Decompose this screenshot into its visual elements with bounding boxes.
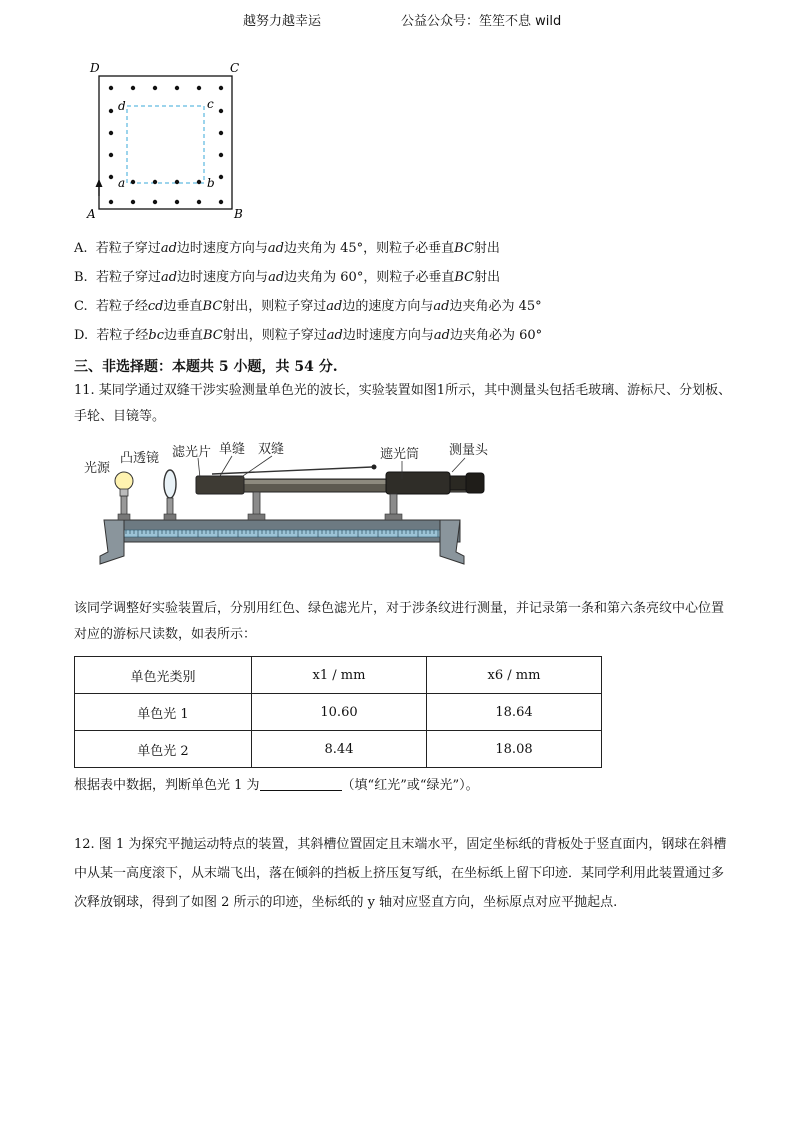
field-dot (153, 200, 157, 204)
field-dot (219, 86, 223, 90)
field-dot (197, 200, 201, 204)
answer-blank[interactable] (260, 776, 342, 791)
field-dot (219, 109, 223, 113)
header-left: 越努力越幸运 (243, 14, 322, 29)
dial-rod (212, 467, 372, 474)
measurement-table (74, 656, 602, 768)
table-header-cell: x1 / mm (252, 657, 427, 694)
field-dot (197, 86, 201, 90)
option-b[interactable]: B. 若粒子穿过ad边时速度方向与ad边夹角为 60°，则粒子必垂直BC射出 (74, 270, 501, 285)
field-dot (131, 86, 135, 90)
option-a[interactable]: A. 若粒子穿过ad边时速度方向与ad边夹角为 45°，则粒子必垂直BC射出 (74, 241, 500, 256)
field-dot (175, 180, 179, 184)
magnetic-field-figure (80, 56, 250, 224)
field-dot (219, 153, 223, 157)
field-dot (197, 180, 201, 184)
field-dot (109, 175, 113, 179)
convex-lens-icon (164, 470, 176, 498)
table-cell: 10.60 (252, 694, 427, 731)
slit-holder (196, 476, 244, 494)
label-light-source: 光源 (84, 461, 111, 476)
table-row (75, 731, 602, 768)
field-dot (219, 131, 223, 135)
field-dot (131, 180, 135, 184)
corner-d: d (118, 99, 126, 113)
header-right: 公益公众号：笙笙不息 wild (401, 14, 562, 29)
corner-A: A (87, 207, 96, 221)
bulb-icon (115, 472, 133, 490)
q11-intro: 11. 某同学通过双缝干涉实验测量单色光的波长，实验装置如图1所示，其中测量头包括毛玻璃、游标尺、分划板、手轮、目镜等。 (74, 383, 732, 424)
corner-c: c (207, 97, 214, 111)
table-cell: 8.44 (252, 731, 427, 768)
corner-b: b (207, 176, 215, 190)
corner-B: B (234, 207, 243, 221)
q12-text: 12. 图 1 为探究平抛运动特点的装置，其斜槽位置固定且末端水平，固定坐标纸的背板处于竖直面内，钢球在斜槽中从某一高度滚下，从末端飞出，落在倾斜的挡板上挤压复写纸，在坐标纸上留下印迹．某同学利用此装置通过多次释放钢球，得到了如图 2 所示的印迹，坐标纸的 y 轴对应竖直方向，坐标原点对应平抛起点. (74, 837, 727, 910)
field-dot (109, 200, 113, 204)
option-c[interactable]: C. 若粒子经cd边垂直BC射出，则粒子穿过ad边的速度方向与ad边夹角必为 45° (74, 299, 542, 314)
table-row (75, 694, 602, 731)
table-header-row (75, 657, 602, 694)
field-dot (109, 86, 113, 90)
section-title: 三、非选择题：本题共 5 小题，共 54 分. (74, 359, 338, 375)
q11-answer-line: 根据表中数据，判断单色光 1 为 （填“红光”或“绿光”）。 (74, 778, 479, 793)
field-dot (109, 153, 113, 157)
inner-dashed-square (127, 106, 204, 183)
field-dot (153, 86, 157, 90)
field-dot (109, 131, 113, 135)
label-shading-tube: 遮光筒 (380, 447, 420, 462)
table-cell: 单色光 1 (75, 694, 252, 731)
arrow-head (96, 179, 103, 187)
table-cell: 单色光 2 (75, 731, 252, 768)
corner-C: C (230, 61, 240, 75)
label-single-slit: 单缝 (219, 442, 246, 457)
field-dot (175, 86, 179, 90)
field-dot (109, 109, 113, 113)
measuring-head (386, 472, 450, 494)
field-dot (153, 180, 157, 184)
interference-apparatus-figure (80, 436, 510, 576)
label-filter: 滤光片 (172, 445, 212, 460)
q11-measurement-text: 该同学调整好实验装置后，分别用红色、绿色滤光片，对于涉条纹进行测量，并记录第一条和第六条亮纹中心位置对应的游标尺读数，如表所示： (74, 601, 725, 642)
eyepiece (466, 473, 484, 493)
table-cell: 18.08 (427, 731, 602, 768)
field-dot (175, 200, 179, 204)
field-dot (131, 200, 135, 204)
table-cell: 18.64 (427, 694, 602, 731)
option-d[interactable]: D. 若粒子经bc边垂直BC射出，则粒子穿过ad边时速度方向与ad边夹角必为 60° (74, 328, 543, 343)
label-double-slit: 双缝 (258, 442, 285, 457)
table-header-cell: x6 / mm (427, 657, 602, 694)
corner-D: D (90, 61, 100, 75)
table-header-cell: 单色光类别 (75, 657, 252, 694)
field-dot (219, 175, 223, 179)
label-convex-lens: 凸透镜 (120, 451, 160, 466)
corner-a: a (118, 176, 126, 190)
label-measuring-head: 测量头 (449, 443, 489, 458)
field-dot (219, 200, 223, 204)
rail-scale (116, 530, 452, 537)
left-support (100, 520, 124, 564)
